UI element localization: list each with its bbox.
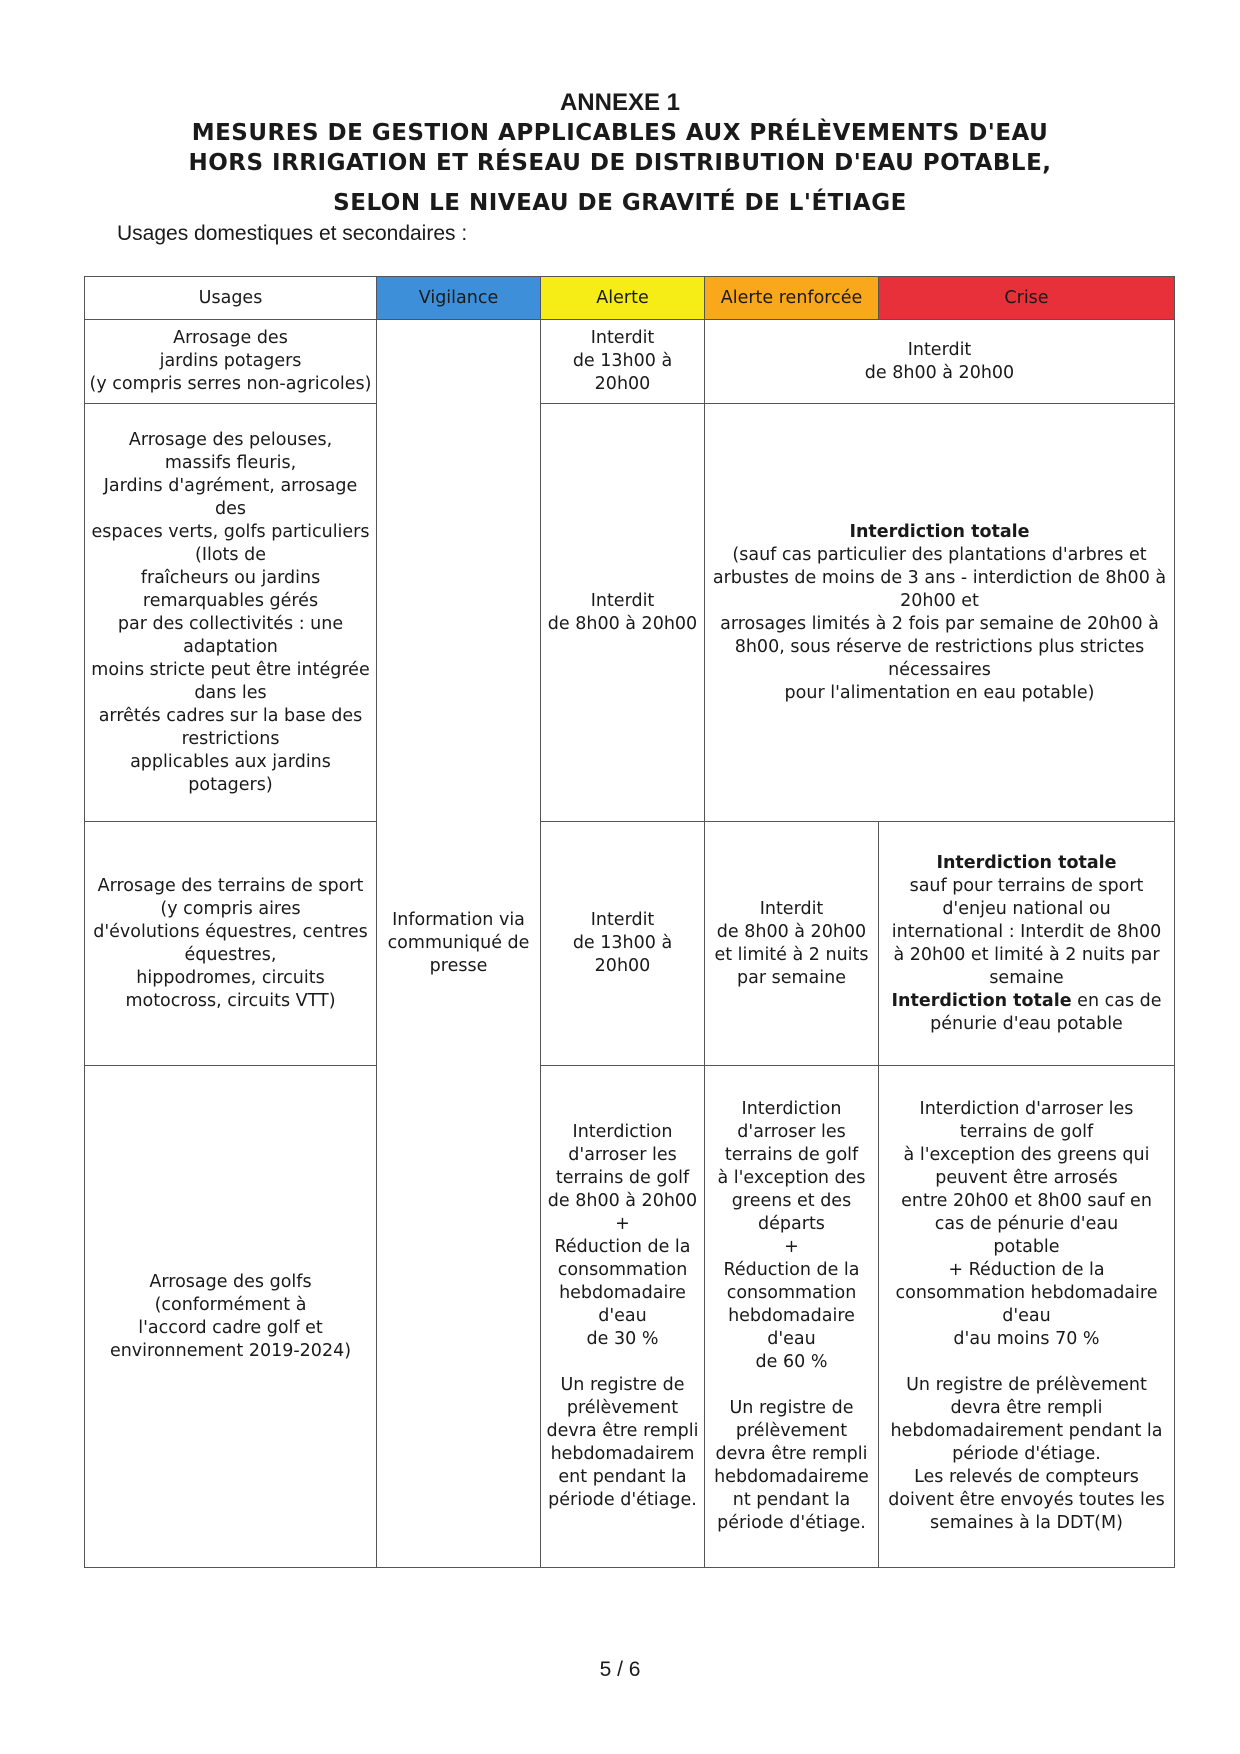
text-line: environnement 2019-2024) [109, 1340, 352, 1361]
text-line: de 60 % [755, 1352, 828, 1372]
text-line: restrictions [181, 728, 280, 749]
text-line: de 8h00 à 20h00 [716, 921, 867, 942]
renforcee-crise-text [708, 544, 1171, 705]
text-line: Interdit [590, 910, 655, 930]
text-line: de 30 % [586, 1329, 659, 1349]
text-line: d'enjeu national ou [942, 898, 1111, 919]
text-line: et limité à 2 nuits [714, 944, 869, 965]
table-row [85, 404, 1175, 822]
text-line: arbustes de moins de 3 ans - interdiction de 8h00 à [712, 567, 1167, 588]
alerte-cell [541, 1066, 705, 1568]
text-line: départs [758, 1214, 825, 1234]
text-line [882, 1351, 1171, 1374]
text-line: Interdiction [572, 1122, 673, 1142]
text-line: Arrosage des golfs [149, 1271, 312, 1292]
header-row [85, 277, 1175, 320]
interdiction-totale-label: Interdiction totale [849, 521, 1030, 542]
crise-text [882, 875, 1171, 990]
text-line: + Réduction de la [948, 1260, 1105, 1280]
title-line-1: MESURES DE GESTION APPLICABLES AUX PRÉLÈVEMENTS D'EAU [191, 120, 1049, 146]
text-line: d'arroser les [568, 1145, 677, 1165]
text-line: (conformément à [154, 1294, 307, 1315]
header-alerte: Alerte [541, 277, 705, 320]
text-line: potable [993, 1237, 1060, 1257]
text-line: période d'étiage. [548, 1490, 697, 1510]
text-line: + [615, 1214, 630, 1234]
text-line [708, 1374, 875, 1397]
text-line: Interdit [907, 339, 972, 360]
text-line: d'eau [1002, 1306, 1051, 1326]
text-line: nécessaires [888, 659, 991, 680]
crise-cell [879, 1066, 1175, 1568]
text-line: ent pendant la [558, 1467, 687, 1487]
usage-cell [85, 1066, 377, 1568]
text-line: Jardins d'agrément, arrosage [103, 475, 358, 496]
text-line: moins stricte peut être intégrée [91, 659, 370, 680]
text-line: peuvent être arrosés [935, 1168, 1118, 1188]
text-line: (y compris aires [160, 898, 301, 919]
page-number: 5 / 6 [599, 1658, 641, 1681]
text-line: hippodromes, circuits [136, 967, 325, 988]
text-line: + [784, 1237, 799, 1257]
renforcee-cell [705, 822, 879, 1066]
text-line: communiqué de [387, 933, 530, 953]
header-vigilance: Vigilance [377, 277, 541, 320]
text-line: d'évolutions équestres, centres [93, 921, 368, 942]
text-line: Les relevés de compteurs [914, 1467, 1139, 1487]
text-line: Un registre de prélèvement [906, 1375, 1147, 1395]
text-line: remarquables gérés [142, 590, 319, 611]
text-line: hebdomadairement pendant la [890, 1421, 1163, 1441]
text-line: applicables aux jardins [130, 751, 331, 772]
alerte-cell [541, 320, 705, 404]
header-alerte-renforcee: Alerte renforcée [705, 277, 879, 320]
text-line: de 13h00 à 20h00 [572, 351, 673, 394]
text-line: période d'étiage. [717, 1513, 866, 1533]
table-row [85, 1066, 1175, 1568]
text-line: à l'exception des [717, 1168, 866, 1188]
text-line [544, 1351, 701, 1374]
renforcee-cell [705, 1066, 879, 1568]
text-line: période d'étiage. [952, 1444, 1101, 1464]
text-line: de 8h00 à 20h00 [864, 362, 1015, 383]
table-row [85, 822, 1175, 1066]
usage-cell [85, 822, 377, 1066]
crise-tail: en cas de [1071, 990, 1162, 1011]
title-block [0, 88, 1240, 218]
text-line: de 13h00 à 20h00 [572, 933, 673, 976]
title-line-2: HORS IRRIGATION ET RÉSEAU DE DISTRIBUTION D'EAU POTABLE, [188, 150, 1052, 176]
text-line: Interdiction d'arroser les [919, 1099, 1134, 1119]
text-line: hebdomadairem [550, 1444, 695, 1464]
crise-cell [879, 822, 1175, 1066]
text-line: jardins potagers [159, 351, 302, 371]
text-line: Réduction de la [554, 1237, 691, 1257]
text-line: devra être rempli [546, 1421, 699, 1441]
text-line: d'eau [598, 1306, 647, 1326]
text-line: à l'exception des greens qui [903, 1145, 1150, 1165]
text-line: entre 20h00 et 8h00 sauf en [901, 1191, 1152, 1211]
text-line: 20h00 et [900, 590, 979, 611]
annexe-label: ANNEXE 1 [559, 89, 681, 116]
text-line: massifs fleuris, [164, 452, 297, 473]
text-line: des [215, 498, 246, 519]
text-line: greens et des [731, 1191, 852, 1211]
table-row [85, 320, 1175, 404]
text-line: hebdomadaire [728, 1306, 855, 1326]
text-line: Un registre de [729, 1398, 854, 1418]
crise-tail-2: pénurie d'eau potable [930, 1013, 1123, 1034]
usage-cell [85, 320, 377, 404]
usage-cell [85, 404, 377, 822]
text-line: consommation hebdomadaire [895, 1283, 1158, 1303]
text-line: Interdit [590, 328, 655, 348]
text-line: Interdit [590, 590, 655, 611]
text-line: (sauf cas particulier des plantations d'arbres et [732, 544, 1147, 565]
text-line: de 8h00 à 20h00 [547, 1191, 698, 1211]
text-line: terrains de golf [724, 1145, 859, 1165]
text-line: devra être rempli [950, 1398, 1103, 1418]
text-line: Arrosage des pelouses, [128, 429, 333, 450]
text-line: potagers) [188, 774, 273, 795]
text-line: de 8h00 à 20h00 [547, 613, 698, 634]
text-line: international : Interdit de 8h00 [891, 921, 1162, 942]
text-line: hebdomadaireme [714, 1467, 869, 1487]
text-line: fraîcheurs ou jardins [140, 567, 321, 588]
text-line: dans les [194, 682, 267, 703]
text-line: l'accord cadre golf et [138, 1317, 323, 1338]
header-crise: Crise [879, 277, 1175, 320]
text-line: Arrosage des terrains de sport [97, 875, 364, 896]
text-line: d'eau [767, 1329, 816, 1349]
text-line: devra être rempli [715, 1444, 868, 1464]
text-line: consommation [726, 1283, 857, 1303]
text-line: arrosages limités à 2 fois par semaine de 20h00 à [720, 613, 1159, 634]
renforcee-crise-cell [705, 320, 1175, 404]
text-line: par semaine [737, 967, 846, 988]
text-line: Information via [392, 910, 525, 930]
text-line: cas de pénurie d'eau [934, 1214, 1119, 1234]
text-line: nt pendant la [732, 1490, 851, 1510]
text-line: adaptation [183, 636, 278, 657]
text-line: semaine [989, 967, 1064, 988]
text-line: hebdomadaire [559, 1283, 686, 1303]
text-line: 8h00, sous réserve de restrictions plus strictes [734, 636, 1145, 657]
text-line: sauf pour terrains de sport [909, 875, 1144, 896]
text-line: motocross, circuits VTT) [125, 990, 336, 1011]
vigilance-cell [377, 320, 541, 1568]
text-line: espaces verts, golfs particuliers [91, 521, 370, 542]
text-line: équestres, [184, 944, 277, 965]
measures-table [84, 276, 1175, 1568]
interdiction-totale-label: Interdiction totale [891, 990, 1072, 1011]
alerte-cell [541, 404, 705, 822]
text-line: pour l'alimentation en eau potable) [784, 682, 1095, 703]
text-line: semaines à la DDT(M) [930, 1513, 1123, 1533]
title-line-3: SELON LE NIVEAU DE GRAVITÉ DE L'ÉTIAGE [333, 190, 907, 216]
text-line: d'au moins 70 % [953, 1329, 1100, 1349]
text-line: arrêtés cadres sur la base des [98, 705, 363, 726]
text-line: (y compris serres non-agricoles) [89, 374, 372, 394]
renforcee-crise-cell [705, 404, 1175, 822]
interdiction-totale-label: Interdiction totale [936, 852, 1117, 873]
alerte-cell [541, 822, 705, 1066]
text-line: terrains de golf [959, 1122, 1094, 1142]
text-line: Interdit [759, 898, 824, 919]
text-line: Interdiction [741, 1099, 842, 1119]
text-line: doivent être envoyés toutes les [888, 1490, 1165, 1510]
text-line: Un registre de [560, 1375, 685, 1395]
text-line: prélèvement [735, 1421, 848, 1441]
subtitle: Usages domestiques et secondaires : [117, 222, 468, 245]
text-line: par des collectivités : une [117, 613, 344, 634]
text-line: terrains de golf [555, 1168, 690, 1188]
text-line: consommation [557, 1260, 688, 1280]
text-line: presse [429, 956, 488, 976]
text-line: Arrosage des [173, 328, 288, 348]
header-usages: Usages [85, 277, 377, 320]
text-line: Réduction de la [723, 1260, 860, 1280]
text-line: à 20h00 et limité à 2 nuits par [893, 944, 1160, 965]
text-line: d'arroser les [737, 1122, 846, 1142]
text-line: (Ilots de [195, 544, 266, 565]
text-line: prélèvement [566, 1398, 679, 1418]
